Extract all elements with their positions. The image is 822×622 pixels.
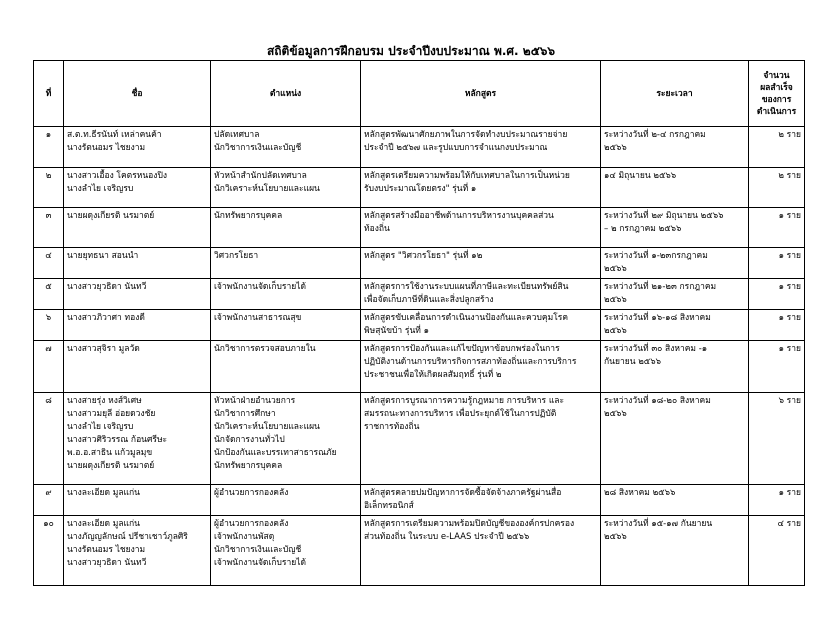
person-position: นักวิชาการศึกษา xyxy=(214,409,276,419)
person-position: ผู้อำนวยการกองคลัง xyxy=(214,488,289,498)
course-cell xyxy=(361,279,601,310)
page-title: สถิติข้อมูลการฝึกอบรม ประจำปีงบประมาณ พ.ศ. ๒๕๖๖ xyxy=(266,44,556,58)
name-cell xyxy=(64,248,211,279)
person-name: นางสาวศิริวรรณ ก้อนศรีษะ xyxy=(67,435,168,445)
course-line: พิษสุนัขบ้า รุ่นที่ ๑ xyxy=(364,326,429,336)
period-cell xyxy=(601,310,749,341)
name-cell xyxy=(64,393,211,485)
period-line: ระหว่างวันที่ ๑๕-๑๗ กันยายน xyxy=(604,519,713,529)
course-line: ประชาชนเพื่อให้เกิดผลสัมฤทธิ์ รุ่นที่ ๒ xyxy=(364,370,502,380)
period-line: กันยายน ๒๕๖๖ xyxy=(604,357,662,367)
period-cell xyxy=(601,279,749,310)
person-name: นายยุทธนา สอนนำ xyxy=(67,251,139,261)
course-cell xyxy=(361,248,601,279)
course-line: เพื่อจัดเก็บภาษีที่ดินและสิ่งปลูกสร้าง xyxy=(364,295,494,305)
result-cell: ๒ ราย xyxy=(749,168,805,208)
person-name: นางสาวยุวธิดา นันทวี xyxy=(67,558,147,568)
period-line: ระหว่างวันที่ ๑-๒๓กรกฎาคม xyxy=(604,251,708,261)
period-cell xyxy=(601,208,749,248)
course-line: หลักสูตรการป้องกันและแก้ไขปัญหาข้อบกพร่องในการ xyxy=(364,344,560,354)
period-line: ๒๕๖๖ xyxy=(604,409,627,419)
row-number-cell: ๓ xyxy=(34,208,64,248)
header-position: ตำแหน่ง xyxy=(211,61,361,127)
course-line: หลักสูตรขับเคลื่อนการดำเนินงานป้องกันและควบคุมโรค xyxy=(364,313,569,323)
name-cell xyxy=(64,516,211,586)
result-cell: ๑ ราย xyxy=(749,279,805,310)
person-name: ส.ต.ท.ธีรนันท์ เหล่าคนค้า xyxy=(67,130,162,140)
period-line: – ๒ กรกฎาคม ๒๕๖๖ xyxy=(604,224,682,234)
person-name: นายผดุงเกียรติ นรมาตย์ xyxy=(67,461,155,471)
period-line: ๒๕๖๖ xyxy=(604,295,627,305)
name-cell xyxy=(64,168,211,208)
person-name: นายผดุงเกียรติ นรมาตย์ xyxy=(67,211,155,221)
period-line: ๑๔ มิถุนายน ๒๕๖๖ xyxy=(604,171,677,181)
table-row xyxy=(34,208,805,248)
position-cell xyxy=(211,248,361,279)
period-cell xyxy=(601,248,749,279)
table-row xyxy=(34,341,805,393)
header-no: ที่ xyxy=(34,61,64,127)
person-name: นางสาวสุจิรา มูลวัด xyxy=(67,344,140,354)
name-cell xyxy=(64,310,211,341)
course-line: ท้องถิ่น xyxy=(364,224,390,234)
person-position: นักจัดการงานทั่วไป xyxy=(214,435,285,445)
name-cell xyxy=(64,279,211,310)
table-body xyxy=(34,127,805,586)
position-cell xyxy=(211,279,361,310)
person-name: นางรัตนอมร ไชยงาม xyxy=(67,545,146,555)
period-line: ๒๘ สิงหาคม ๒๕๖๖ xyxy=(604,488,676,498)
person-position: นักวิชาการเงินและบัญชี xyxy=(214,545,302,555)
result-cell: ๔ ราย xyxy=(749,516,805,586)
header-result-line: ผลสำเร็จ xyxy=(760,82,793,93)
result-cell: ๑ ราย xyxy=(749,248,805,279)
person-position: หัวหน้าฝ่ายอำนวยการ xyxy=(214,396,296,406)
period-cell xyxy=(601,516,749,586)
period-line: ระหว่างวันที่ ๒๑-๒๓ กรกฎาคม xyxy=(604,282,717,292)
position-cell xyxy=(211,127,361,168)
person-position: เจ้าพนักงานจัดเก็บรายได้ xyxy=(214,558,307,568)
course-line: ปฏิบัติงานด้านการบริหารกิจการสภาท้องถิ่นและการบริการ xyxy=(364,357,577,367)
name-cell xyxy=(64,485,211,516)
person-position: นักวิชาการเงินและบัญชี xyxy=(214,143,302,153)
course-line: อิเล็กทรอนิกส์ xyxy=(364,501,414,511)
table-row xyxy=(34,168,805,208)
person-name: นางละเอียด มูลแก่น xyxy=(67,488,140,498)
person-position: ปลัดเทศบาล xyxy=(214,130,260,140)
header-result-line: ของการ xyxy=(761,94,792,105)
period-cell xyxy=(601,485,749,516)
row-number-cell: ๒ xyxy=(34,168,64,208)
course-cell xyxy=(361,485,601,516)
row-number-cell: ๕ xyxy=(34,279,64,310)
course-line: รับงบประมาณโดยตรง" รุ่นที่ ๑ xyxy=(364,184,477,194)
period-line: ๒๕๖๖ xyxy=(604,143,627,153)
row-number-cell: ๙ xyxy=(34,485,64,516)
person-position: เจ้าพนักงานจัดเก็บรายได้ xyxy=(214,282,307,292)
course-cell xyxy=(361,516,601,586)
result-cell: ๑ ราย xyxy=(749,485,805,516)
person-name: นางละเอียด มูลแก่น xyxy=(67,519,140,529)
course-line: หลักสูตรพัฒนาศักยภาพในการจัดทำงบประมาณรายจ่าย xyxy=(364,130,568,140)
row-number-cell: ๖ xyxy=(34,310,64,341)
person-name: นางรัตนอมร ไชยงาม xyxy=(67,143,146,153)
course-line: หลักสูตรการบูรณาการความรู้กฎหมาย การบริหาร และ xyxy=(364,396,565,406)
result-cell: ๒ ราย xyxy=(749,127,805,168)
result-cell: ๑ ราย xyxy=(749,341,805,393)
period-line: ๒๕๖๖ xyxy=(604,532,627,542)
period-line: ระหว่างวันที่ ๒-๔ กรกฎาคม xyxy=(604,130,706,140)
period-line: ระหว่างวันที่ ๓๐ สิงหาคม -๑ xyxy=(604,344,708,354)
position-cell xyxy=(211,168,361,208)
person-name: นางสาวมยุลี อ่อยดวงชัย xyxy=(67,409,156,419)
course-line: หลักสูตรเตรียมความพร้อมให้กับเทศบาลในการเป็นหน่วย xyxy=(364,171,570,181)
result-cell: ๖ ราย xyxy=(749,393,805,485)
person-name: นางสายรุ่ง หงส์วิเศษ xyxy=(67,396,142,406)
table-row xyxy=(34,516,805,586)
table-header-row xyxy=(34,61,805,127)
header-result-line: ดำเนินการ xyxy=(756,106,797,117)
course-line: หลักสูตร "วิศวกรโยธา" รุ่นที่ ๑๒ xyxy=(364,251,483,261)
course-line: หลักสูตรคลายปมปัญหาการจัดซื้อจัดจ้างภาครัฐผ่านสื่อ xyxy=(364,488,562,498)
course-line: หลักสูตรการใช้งานระบบแผนที่ภาษีและทะเบียนทรัพย์สิน xyxy=(364,282,569,292)
course-line: หลักสูตรสร้างมืออาชีพด้านการบริหารงานบุคคลส่วน xyxy=(364,211,554,221)
position-cell xyxy=(211,516,361,586)
course-line: ประจำปี ๒๕๖๗ และรูปแบบการจำแนกงบประมาณ xyxy=(364,143,548,153)
course-cell xyxy=(361,127,601,168)
period-line: ระหว่างวันที่ ๒๙ มิถุนายน ๒๕๖๖ xyxy=(604,211,724,221)
row-number-cell: ๘ xyxy=(34,393,64,485)
name-cell xyxy=(64,341,211,393)
row-number-cell: ๑๐ xyxy=(34,516,64,586)
name-cell xyxy=(64,208,211,248)
person-name: นางสาวเอื้อง โคตรหนองปิง xyxy=(67,171,167,181)
period-line: ระหว่างวันที่ ๑๖-๑๘ สิงหาคม xyxy=(604,313,711,323)
table-row xyxy=(34,127,805,168)
person-name: นางลำไย เจริญรบ xyxy=(67,184,134,194)
course-cell xyxy=(361,208,601,248)
table-row xyxy=(34,393,805,485)
period-line: ระหว่างวันที่ ๑๘-๒๐ สิงหาคม xyxy=(604,396,711,406)
person-name: นางลำไย เจริญรบ xyxy=(67,422,134,432)
table-row xyxy=(34,248,805,279)
row-number-cell: ๑ xyxy=(34,127,64,168)
position-cell xyxy=(211,208,361,248)
table-row xyxy=(34,310,805,341)
person-position: นักป้องกันและบรรเทาสาธารณภัย xyxy=(214,448,337,458)
person-name: พ.อ.อ.สาธิน แก้วมูลมุข xyxy=(67,448,153,458)
period-line: ๒๕๖๖ xyxy=(604,264,627,274)
person-name: นางสาวภิวาศา ทองดี xyxy=(67,313,145,323)
person-position: นักวิเคราะห์นโยบายและแผน xyxy=(214,422,320,432)
course-cell xyxy=(361,310,601,341)
course-line: ส่วนท้องถิ่น ในระบบ e-LAAS ประจำปี ๒๕๖๖ xyxy=(364,532,530,542)
course-cell xyxy=(361,168,601,208)
course-cell xyxy=(361,341,601,393)
person-position: นักทรัพยากรบุคคล xyxy=(214,461,283,471)
course-cell xyxy=(361,393,601,485)
course-line: ราชการท้องถิ่น xyxy=(364,422,420,432)
result-cell: ๑ ราย xyxy=(749,310,805,341)
header-period: ระยะเวลา xyxy=(601,61,749,127)
name-cell xyxy=(64,127,211,168)
result-cell: ๑ ราย xyxy=(749,208,805,248)
header-result-line: จำนวน xyxy=(763,70,790,81)
row-number-cell: ๔ xyxy=(34,248,64,279)
header-course: หลักสูตร xyxy=(361,61,601,127)
table-row xyxy=(34,279,805,310)
person-position: เจ้าพนักงานพัสดุ xyxy=(214,532,275,542)
position-cell xyxy=(211,485,361,516)
person-name: นางภัญญลักษณ์ ปรีชาเชาว์ภูลศิริ xyxy=(67,532,188,542)
position-cell xyxy=(211,393,361,485)
course-line: สมรรถนะทางการบริหาร เพื่อประยุกต์ใช้ในการปฏิบัติ xyxy=(364,409,557,419)
person-position: เจ้าพนักงานสาธารณสุข xyxy=(214,313,302,323)
person-position: หัวหน้าสำนักปลัดเทศบาล xyxy=(214,171,307,181)
position-cell xyxy=(211,341,361,393)
person-position: นักทรัพยากรบุคคล xyxy=(214,211,283,221)
course-line: หลักสูตรการเตรียมความพร้อมปิดบัญชีขององค์กรปกครอง xyxy=(364,519,575,529)
table-row xyxy=(34,485,805,516)
person-name: นางสาวยุวธิดา นันทวี xyxy=(67,282,147,292)
header-name: ชื่อ xyxy=(64,61,211,127)
period-cell xyxy=(601,127,749,168)
period-cell xyxy=(601,168,749,208)
period-cell xyxy=(601,393,749,485)
training-statistics-table xyxy=(33,60,805,586)
row-number-cell: ๗ xyxy=(34,341,64,393)
person-position: นักวิชาการตรวจสอบภายใน xyxy=(214,344,316,354)
person-position: นักวิเคราะห์นโยบายและแผน xyxy=(214,184,320,194)
period-cell xyxy=(601,341,749,393)
person-position: ผู้อำนวยการกองคลัง xyxy=(214,519,289,529)
person-position: วิศวกรโยธา xyxy=(214,251,259,261)
period-line: ๒๕๖๖ xyxy=(604,326,627,336)
header-result xyxy=(749,61,805,127)
position-cell xyxy=(211,310,361,341)
